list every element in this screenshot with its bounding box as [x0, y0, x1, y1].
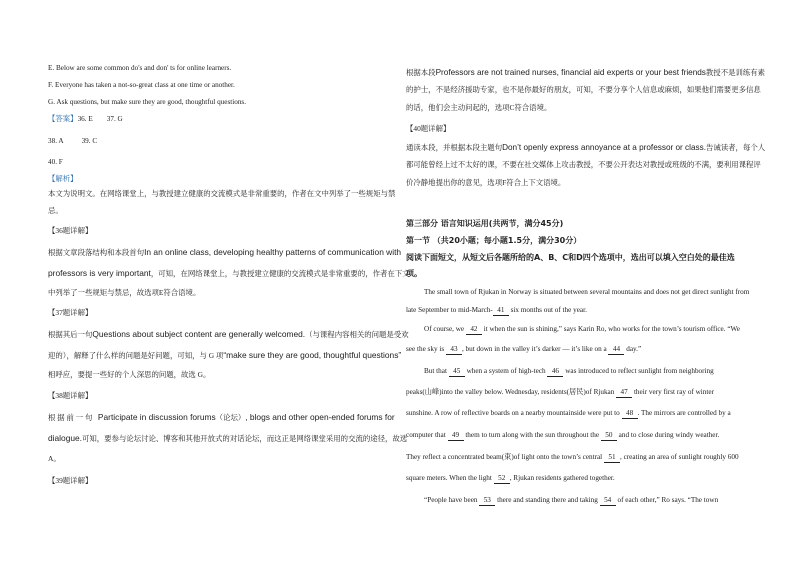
analysis-text-1: 本文为说明文。在网络课堂上，与教授建立健康的交流模式是非常重要的，作者在文中列举了一些规矩与禁 — [48, 189, 396, 198]
instruction-line-1: 阅读下面短文，从短文后各题所给的A、B、C和D四个选项中，选出可以填入空白处的最佳选 — [406, 253, 735, 262]
answer-label: 【答案】 — [48, 114, 78, 123]
blank-44[interactable]: 44 — [608, 344, 624, 355]
q39-line-1: 根据本段Professors are not trained nurses, financial aid experts or your best friends教授不是训练有素 — [406, 68, 766, 77]
blank-45[interactable]: 45 — [449, 366, 465, 377]
blank-48[interactable]: 48 — [622, 408, 638, 419]
passage-p1-line-2: late September to mid-March- 41 six months out of the year. — [406, 306, 587, 314]
q36-line-1: 根据文章段落结构和本段首句In an online class, developing healthy patterns of communication with — [48, 247, 402, 257]
q37-heading: 【37题详解】 — [48, 308, 93, 317]
passage-p4-line-1: “People have been 53 there and standing there and taking 54 of each other,” Ro says. “The town — [424, 496, 719, 504]
answer-38: 38. A — [48, 137, 64, 145]
q38-line-2: dialogue.可知，要参与论坛讨论、博客和其他开放式的对话论坛，而这正是网络课堂采用的交流的途径，故选 — [48, 433, 408, 443]
q40-line-1: 通读本段，并根据本段主题句Don’t openly express annoyance at a professor or class.告诫读者，每个人 — [406, 143, 766, 152]
passage-p3-line-4: computer that 49 them to turn along with the sun throughout the 50 and to close during windy weather. — [406, 431, 720, 439]
part-three-title: 第三部分 语言知识运用(共两节，满分45分) — [406, 219, 564, 228]
answer-40: 40. F — [48, 158, 63, 166]
answer-36: 36. E — [77, 115, 93, 123]
passage-p3-line-1: But that 45 when a system of high-tech 46 was introduced to reflect sunlight from neighboring — [424, 367, 714, 375]
passage-p3-line-3: sunshine. A row of reflective boards on a nearby mountainside were put to 48 . The mirrors are controlled by a — [406, 409, 731, 417]
answer-line-2 — [48, 136, 97, 146]
q39-heading: 【39题详解】 — [48, 476, 93, 485]
passage-p2-line-1: Of course, we 42 it when the sun is shining,” says Karin Ro, who works for the town’s tourism office. “We — [424, 325, 740, 333]
q37-line-2: 迎的），解释了什么样的问题是好问题，可知，与 G 项“make sure they are good, thoughtful questions” — [48, 350, 402, 360]
q38-heading: 【38题详解】 — [48, 391, 93, 400]
blank-42[interactable]: 42 — [466, 324, 482, 335]
blank-46[interactable]: 46 — [547, 366, 563, 377]
q40-line-2: 都可能曾经上过不太好的课，不要在社交媒体上攻击教授，不要公开表达对教授或班级的不满，要利用课程评 — [406, 160, 761, 169]
option-f: F. Everyone has taken a not-so-great class at one time or another. — [48, 81, 235, 89]
q36-line-3: 中列举了一些规矩与禁忌，故选项E符合语境。 — [48, 288, 201, 297]
q38-line-1: 根 据 前 一 句 Participate in discussion forums（论坛）, blogs and other open-ended forums for — [48, 412, 395, 422]
instruction-line-2: 项。 — [406, 269, 422, 278]
q39-line-3: 的话，他们会主动问起的，选项C符合语境。 — [406, 103, 552, 112]
blank-43[interactable]: 43 — [446, 344, 462, 355]
passage-p3-line-6: square meters. When the light 52 , Rjukan residents gathered together. — [406, 474, 615, 482]
blank-52[interactable]: 52 — [494, 473, 510, 484]
answer-37: 37. G — [106, 115, 123, 123]
section-one-title: 第一节 （共20小题；每小题1.5分，满分30分） — [406, 236, 582, 245]
answer-39: 39. C — [81, 137, 98, 145]
analysis-text-2: 忌。 — [48, 206, 63, 215]
q37-line-3: 相呼应，要提一些好的个人深思的问题，故选 G。 — [48, 370, 211, 379]
passage-p2-line-2: see the sky is 43 , but down in the valley it’s darker — it’s like on a 44 day.” — [406, 345, 642, 353]
q36-line-2: professors is very important，可知，在网络课堂上，与教授建立健康的交流模式是非常重要的，作者在下文 — [48, 268, 410, 278]
blank-47[interactable]: 47 — [616, 387, 632, 398]
blank-49[interactable]: 49 — [448, 430, 464, 441]
blank-53[interactable]: 53 — [479, 495, 495, 506]
blank-54[interactable]: 54 — [600, 495, 616, 506]
q40-line-3: 价冷静地提出你的意见，选项F符合上下文语境。 — [406, 178, 566, 187]
passage-p1-line-1: The small town of Rjukan in Norway is situated between several mountains and does not get direct sunlight from — [424, 288, 750, 296]
option-e: E. Below are some common do's and don' ts for online learners. — [48, 64, 232, 72]
blank-51[interactable]: 51 — [604, 452, 620, 463]
q37-line-1: 根据其后一句Questions about subject content are generally welcomed.（与课程内容相关的问题是受欢 — [48, 329, 409, 339]
passage-p3-line-5: They reflect a concentrated beam(束)of light onto the town’s central 51 , creating an area of sunlight roughly 600 — [406, 453, 739, 461]
analysis-label: 【解析】 — [48, 174, 78, 183]
q39-line-2: 的护士，不是经济援助专家，也不是你最好的朋友，可知，不要分享个人信息或麻烦，如果他们需要更多信息 — [406, 85, 761, 94]
q38-line-3: A。 — [48, 454, 61, 463]
answer-line-1 — [48, 114, 123, 124]
option-g: G. Ask questions, but make sure they are good, thoughtful questions. — [48, 98, 247, 106]
blank-50[interactable]: 50 — [601, 430, 617, 441]
passage-p3-line-2: peaks(山峰)into the valley below. Wednesday, residents(居民)of Rjukan 47 their very first ray of winter — [406, 388, 714, 396]
q36-heading: 【36题详解】 — [48, 226, 93, 235]
q40-heading: 【40题详解】 — [406, 124, 451, 133]
blank-41[interactable]: 41 — [493, 305, 509, 316]
